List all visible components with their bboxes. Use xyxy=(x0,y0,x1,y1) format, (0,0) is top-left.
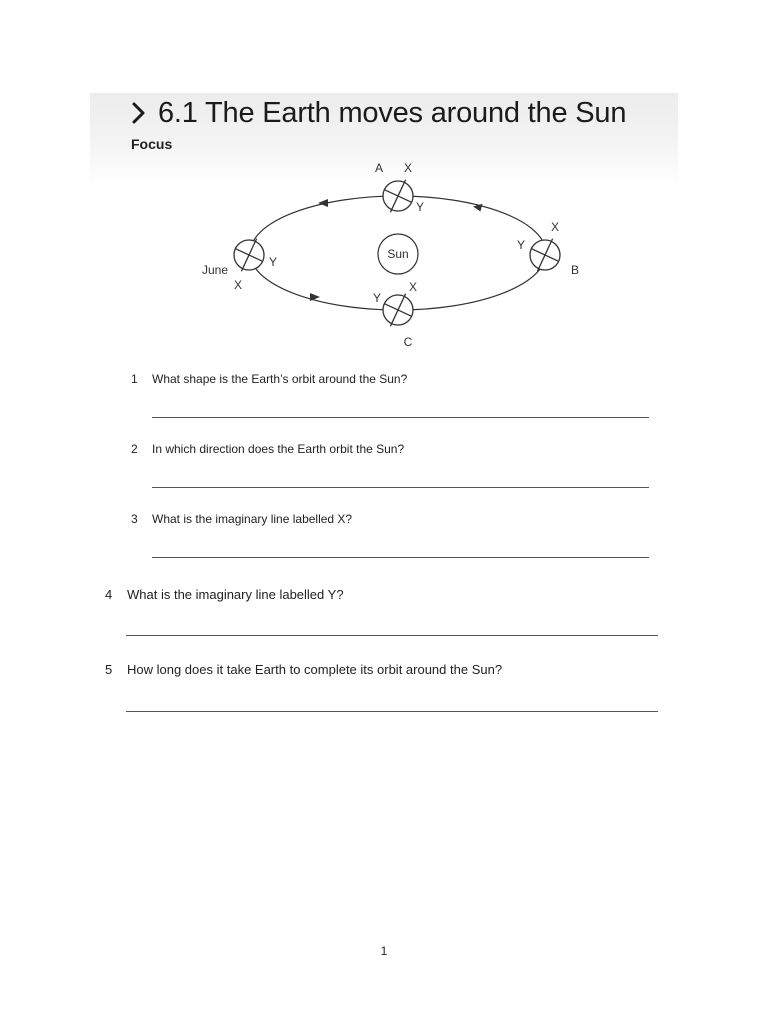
question-number: 4 xyxy=(105,587,113,602)
page-title: 6.1 The Earth moves around the Sun xyxy=(158,96,627,129)
label-x-b: X xyxy=(550,220,560,234)
sun-label: Sun xyxy=(387,247,409,261)
answer-line-2[interactable] xyxy=(152,487,649,488)
earth-c xyxy=(383,294,413,327)
label-x-a: X xyxy=(403,161,413,175)
earth-a xyxy=(383,180,413,213)
answer-line-4[interactable] xyxy=(126,635,658,636)
label-a: A xyxy=(374,161,384,175)
earth-b xyxy=(530,239,560,272)
label-y-c: Y xyxy=(372,291,382,305)
label-c: C xyxy=(403,335,413,349)
question-text: In which direction does the Earth orbit the Sun? xyxy=(152,442,405,456)
question-number: 3 xyxy=(131,512,138,526)
label-b: B xyxy=(570,263,580,277)
question-text: How long does it take Earth to complete its orbit around the Sun? xyxy=(127,662,503,677)
label-y-june: Y xyxy=(268,255,278,269)
question-text: What is the imaginary line labelled Y? xyxy=(127,587,344,602)
question-number: 5 xyxy=(105,662,113,677)
question-text: What is the imaginary line labelled X? xyxy=(152,512,353,526)
label-y-b: Y xyxy=(516,238,526,252)
section-subheading: Focus xyxy=(131,136,173,152)
page-number: 1 xyxy=(380,944,388,958)
question-number: 1 xyxy=(131,372,138,386)
answer-line-1[interactable] xyxy=(152,417,649,418)
label-june: June xyxy=(201,263,229,277)
answer-line-3[interactable] xyxy=(152,557,649,558)
orbit-arrow-icon xyxy=(318,199,328,207)
label-x-c: X xyxy=(408,280,418,294)
answer-line-5[interactable] xyxy=(126,711,658,712)
earth-june xyxy=(234,239,264,272)
label-y-a: Y xyxy=(415,200,425,214)
earth-orbit-diagram xyxy=(0,0,768,360)
label-x-june: X xyxy=(233,278,243,292)
question-text: What shape is the Earth’s orbit around the Sun? xyxy=(152,372,408,386)
question-number: 2 xyxy=(131,442,138,456)
